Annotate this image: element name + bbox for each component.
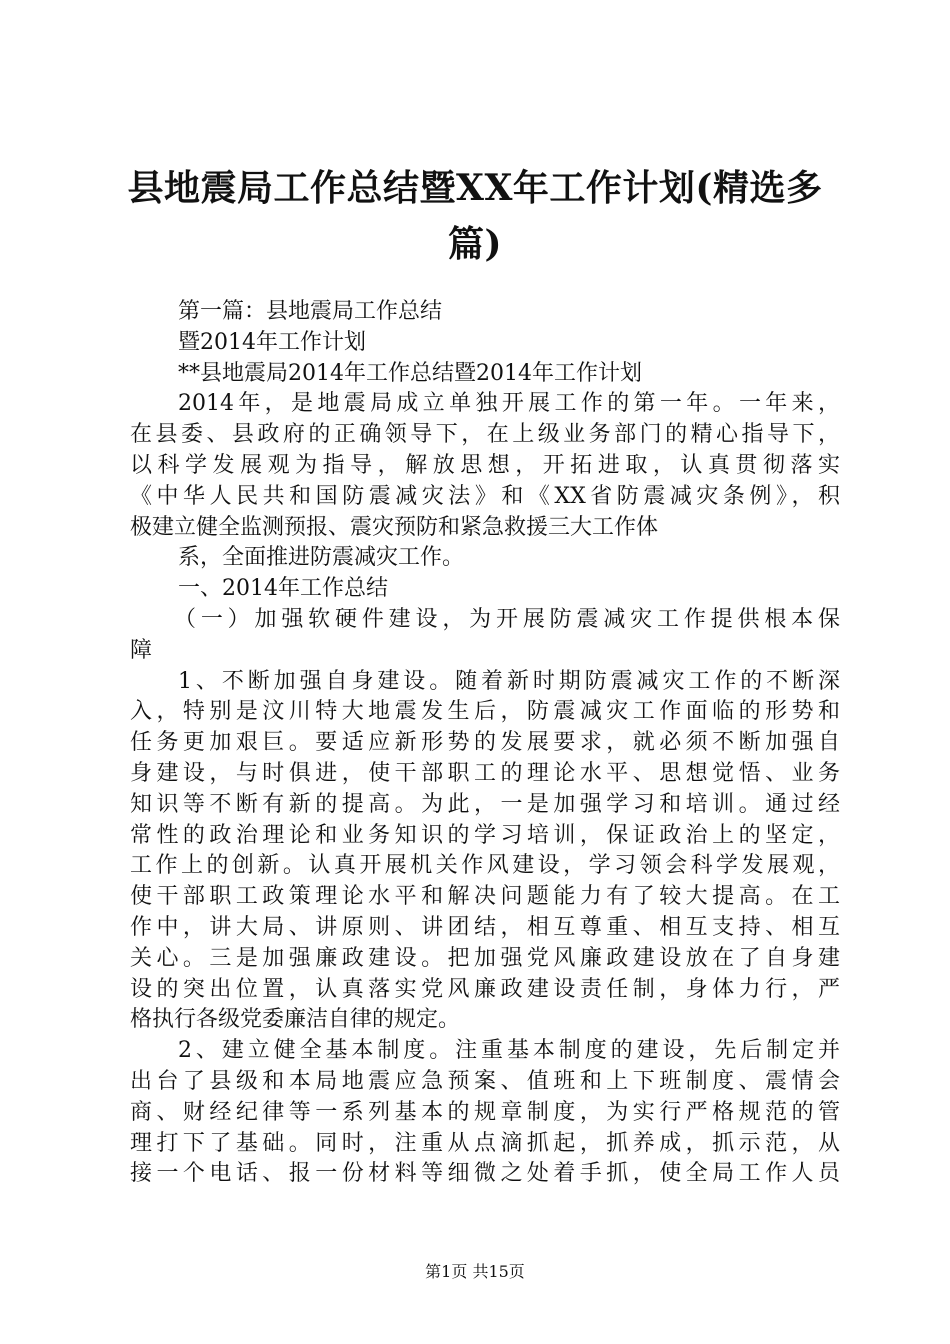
body-line: 使干部职工政策理论水平和解决问题能力有了较大提高。在工 <box>130 884 840 910</box>
body-line: 以科学发展观为指导，解放思想，开拓进取，认真贯彻落实 <box>130 452 840 478</box>
body-line: 1、不断加强自身建设。随着新时期防震减灾工作的不断深 <box>178 668 840 694</box>
body-line: 任务更加艰巨。要适应新形势的发展要求，就必须不断加强自 <box>130 730 840 756</box>
body-line: 身建设，与时俱进，使干部职工的理论水平、思想觉悟、业务 <box>130 760 840 786</box>
body-line: 2014年，是地震局成立单独开展工作的第一年。一年来， <box>178 391 840 417</box>
document-body <box>130 297 840 1190</box>
body-line: 障 <box>130 637 153 663</box>
body-line: 在县委、县政府的正确领导下，在上级业务部门的精心指导下， <box>130 422 840 448</box>
body-line: 商、财经纪律等一系列基本的规章制度，为实行严格规范的管 <box>130 1099 840 1125</box>
body-line: 接一个电话、报一份材料等细微之处着手抓，使全局工作人员 <box>130 1161 840 1187</box>
body-line: 2、建立健全基本制度。注重基本制度的建设，先后制定并 <box>178 1038 840 1064</box>
body-line: 知识等不断有新的提高。为此，一是加强学习和培训。通过经 <box>130 791 840 817</box>
body-line: 一、2014年工作总结 <box>178 576 388 602</box>
body-line: 《中华人民共和国防震减灾法》和《XX省防震减灾条例》，积 <box>130 483 840 509</box>
body-line: **县地震局2014年工作总结暨2014年工作计划 <box>178 360 642 386</box>
body-line: 工作上的创新。认真开展机关作风建设，学习领会科学发展观， <box>130 853 840 879</box>
body-line: 理打下了基础。同时，注重从点滴抓起，抓养成，抓示范，从 <box>130 1130 840 1156</box>
document-title: 县地震局工作总结暨XX年工作计划(精选多篇) <box>127 167 823 265</box>
body-line: 第一篇：县地震局工作总结 <box>178 299 443 324</box>
body-line: 出台了县级和本局地震应急预案、值班和上下班制度、震情会 <box>130 1068 840 1094</box>
body-line: （一）加强软硬件建设，为开展防震减灾工作提供根本保 <box>174 606 840 632</box>
body-line: 系，全面推进防震减灾工作。 <box>178 545 465 571</box>
body-line: 入，特别是汶川特大地震发生后，防震减灾工作面临的形势和 <box>130 699 840 725</box>
body-line: 暨2014年工作计划 <box>178 329 366 355</box>
body-line: 格执行各级党委廉洁自律的规定。 <box>130 1007 461 1033</box>
body-line: 常性的政治理论和业务知识的学习培训，保证政治上的坚定， <box>130 822 840 848</box>
body-line: 作中，讲大局、讲原则、讲团结，相互尊重、相互支持、相互 <box>130 914 840 940</box>
body-line: 关心。三是加强廉政建设。把加强党风廉政建设放在了自身建 <box>130 945 840 971</box>
page-number-footer: 第1页 共15页 <box>425 1262 525 1281</box>
body-line: 极建立健全监测预报、震灾预防和紧急救援三大工作体 <box>130 514 659 540</box>
body-line: 设的突出位置，认真落实党风廉政建设责任制，身体力行，严 <box>130 976 840 1002</box>
